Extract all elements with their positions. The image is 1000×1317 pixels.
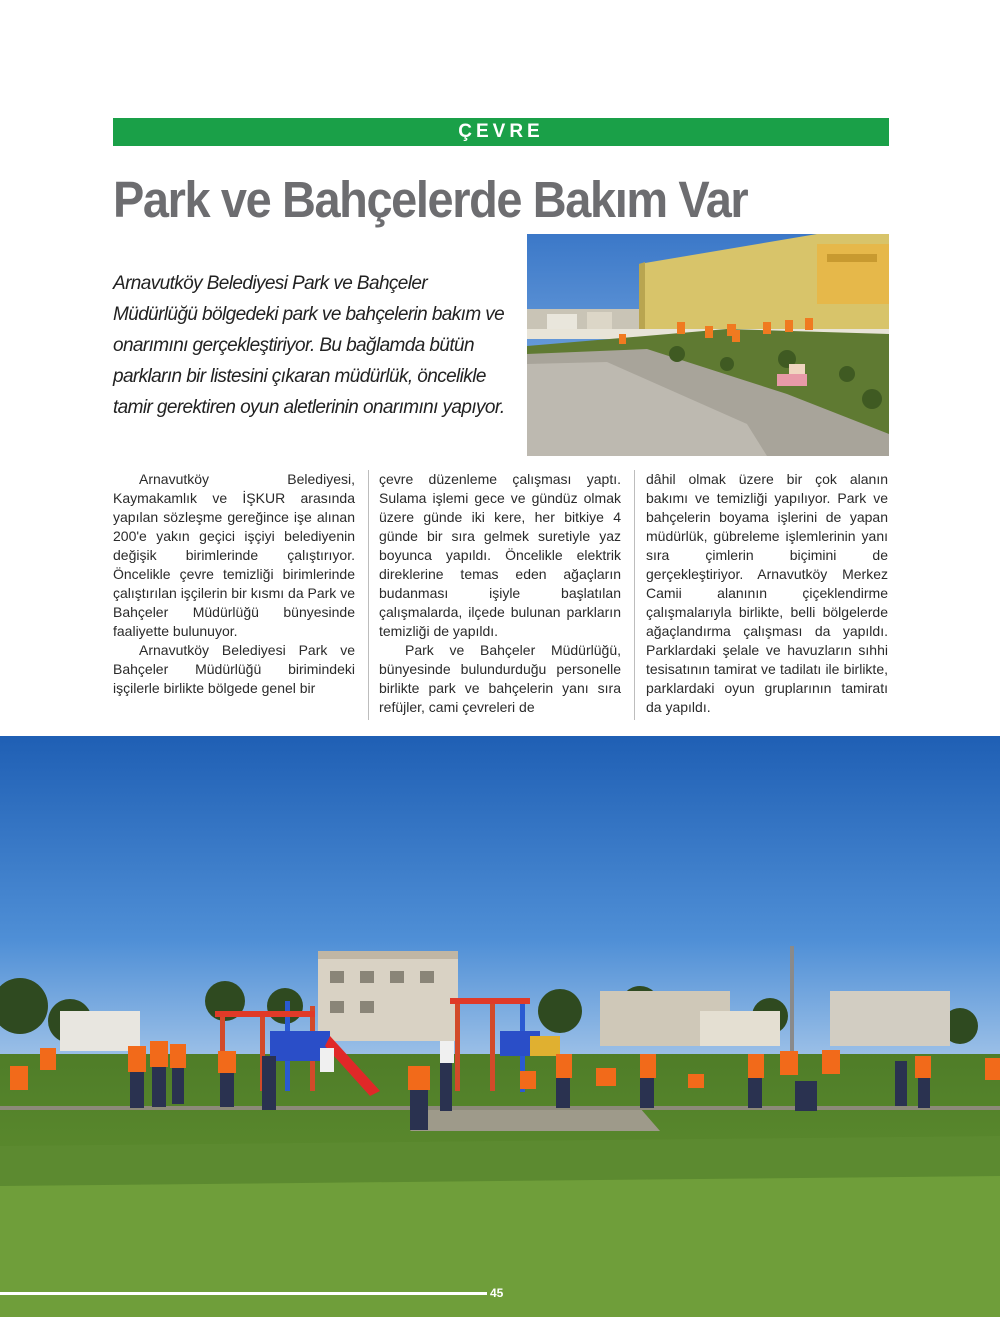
footer-rule xyxy=(0,1292,487,1295)
article-title: Park ve Bahçelerde Bakım Var xyxy=(113,171,748,228)
page-number: 45 xyxy=(490,1286,504,1300)
paragraph: Arnavutköy Belediyesi, Kaymakamlık ve İŞKUR arasında yapılan sözleşme gereğince işe alınan 200'e yakın geçici işçiyi belediyenin değişik birimlerinde çalıştırıyor. Öncelikle çevre temizliği birimlerinde çalıştırılan işçilerin bir kısmı da Park ve Bahçeler Müdürlüğü bünyesinde faaliyette bulunuyor. xyxy=(113,471,355,639)
section-header-bar xyxy=(113,118,889,146)
bottom-photo-workers-in-park xyxy=(0,736,1000,1317)
paragraph: Park ve Bahçeler Müdürlüğü, bünyesinde bulundurduğu personelle birlikte park ve bahçelerin yanı sıra refüjler, cami çevreleri de xyxy=(379,642,621,715)
article-column-1 xyxy=(113,470,355,698)
paragraph: Arnavutköy Belediyesi Park ve Bahçeler Müdürlüğü birimindeki işçilerle birlikte bölgede genel bir xyxy=(113,642,355,696)
article-body xyxy=(0,470,1000,720)
article-column-2 xyxy=(379,470,621,717)
paragraph: dâhil olmak üzere bir çok alanın bakımı ve temizliği yapılıyor. Park ve bahçelerin boyama işlerini de yapan müdürlük, gübreleme işlemlerinin yanı sıra çimlerin biçimini de gerçekleştiriyor. Arnavutköy Merkez Camii alanının çiçeklendirme çalışmalarıyla birlikte, belli bölgelerde ağaçlandırma çalışması da yapıldı. Parklardaki şelale ve havuzların sıhhi tesisatının tamirat ve tadilatı ile birlikte, parklardaki oyun gruplarının tamiratı da yapıldı. xyxy=(646,471,888,715)
top-photo-workers-on-slope xyxy=(527,234,889,456)
article-column-3 xyxy=(646,470,888,717)
article-lead: Arnavutköy Belediyesi Park ve Bahçeler Müdürlüğü bölgedeki park ve bahçelerin bakım ve onarımını gerçekleştiriyor. Bu bağlamda bütün parkların bir listesini çıkaran müdürlük, öncelikle tamir gerektiren oyun aletlerinin onarımını yapıyor. xyxy=(113,273,505,418)
paragraph: çevre düzenleme çalışması yaptı. Sulama işlemi gece ve gündüz olmak üzere günde iki kere, her bitkiye 4 günde bir sıra gelmek suretiyle yaz boyunca yapıldı. Öncelikle elektrik direklerine temas eden ağaçların budanması işiyle başlatılan çalışmalarda, ilçede bulunan parkların temizliği de yapıldı. xyxy=(379,471,621,639)
section-label: ÇEVRE xyxy=(458,121,544,142)
